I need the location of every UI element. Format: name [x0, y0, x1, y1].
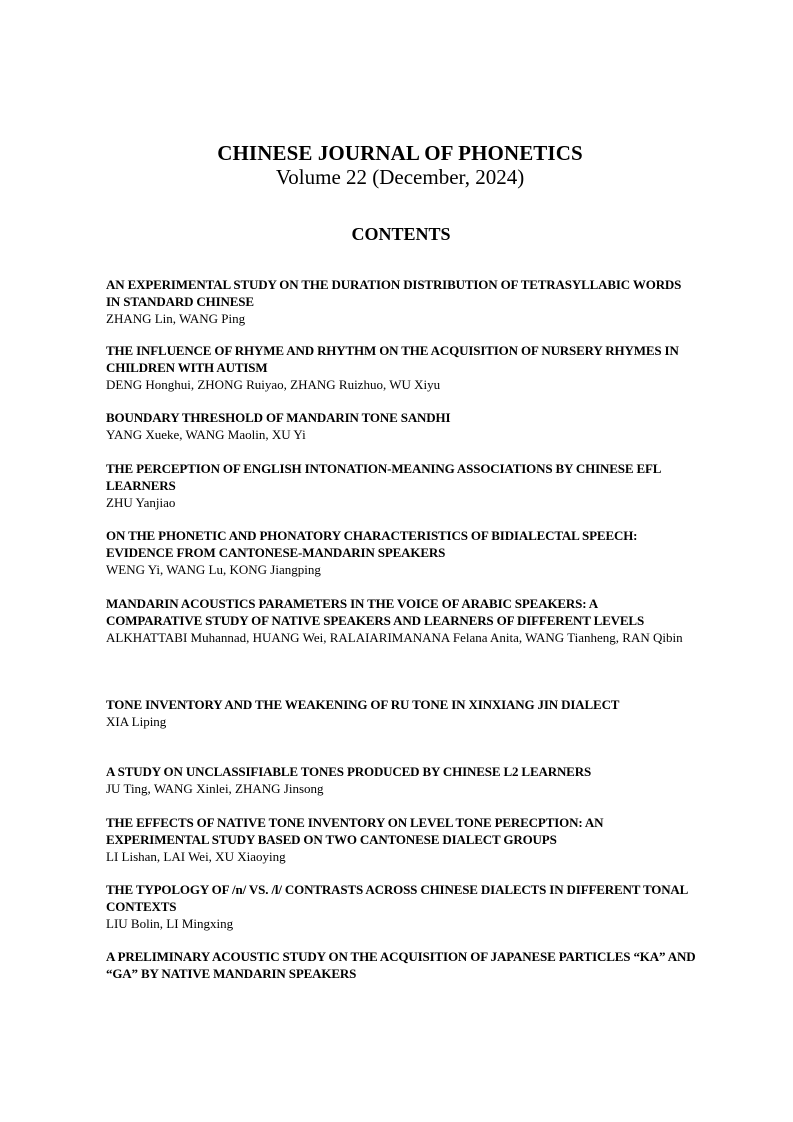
toc-entry-authors: ZHANG Lin, WANG Ping — [106, 310, 246, 326]
toc-entry-title: THE PERCEPTION OF ENGLISH INTONATION-MEANING ASSOCIATIONS BY CHINESE EFL LEARNERS — [106, 461, 661, 493]
toc-entry-authors: WENG Yi, WANG Lu, KONG Jiangping — [106, 561, 321, 577]
toc-entry-authors: JU Ting, WANG Xinlei, ZHANG Jinsong — [106, 780, 324, 796]
toc-entry-title: MANDARIN ACOUSTICS PARAMETERS IN THE VOICE OF ARABIC SPEAKERS: A COMPARATIVE STUDY OF NATIVE SPEAKERS AND LEARNERS OF DIFFERENT LEVELS — [106, 596, 645, 628]
toc-entry — [106, 410, 696, 444]
toc-entry — [106, 815, 696, 865]
journal-title: CHINESE JOURNAL OF PHONETICS — [217, 141, 583, 165]
toc-entry — [106, 764, 696, 798]
toc-entry — [106, 697, 696, 731]
toc-entry-authors: LIU Bolin, LI Mingxing — [106, 915, 234, 931]
toc-entry-title: THE EFFECTS OF NATIVE TONE INVENTORY ON LEVEL TONE PERECPTION: AN EXPERIMENTAL STUDY BASED ON TWO CANTONESE DIALECT GROUPS — [106, 815, 604, 847]
toc-entry-authors: YANG Xueke, WANG Maolin, XU Yi — [106, 426, 306, 442]
toc-entry — [106, 949, 696, 983]
toc-entry-title: BOUNDARY THRESHOLD OF MANDARIN TONE SANDHI — [106, 410, 451, 425]
toc-entry-title: AN EXPERIMENTAL STUDY ON THE DURATION DISTRIBUTION OF TETRASYLLABIC WORDS IN STANDARD CHINESE — [106, 277, 682, 309]
toc-entry-authors: ALKHATTABI Muhannad, HUANG Wei, RALAIARIMANANA Felana Anita, WANG Tianheng, RAN Qibin — [106, 629, 683, 645]
toc-entry-title: TONE INVENTORY AND THE WEAKENING OF RU TONE IN XINXIANG JIN DIALECT — [106, 697, 620, 712]
toc-entry-title: THE INFLUENCE OF RHYME AND RHYTHM ON THE ACQUISITION OF NURSERY RHYMES IN CHILDREN WITH AUTISM — [106, 343, 679, 375]
toc-entry-authors: ZHU Yanjiao — [106, 494, 176, 510]
toc-entry — [106, 596, 696, 646]
toc-entry-title: ON THE PHONETIC AND PHONATORY CHARACTERISTICS OF BIDIALECTAL SPEECH: EVIDENCE FROM CANTONESE-MANDARIN SPEAKERS — [106, 528, 638, 560]
toc-entry-title: A STUDY ON UNCLASSIFIABLE TONES PRODUCED BY CHINESE L2 LEARNERS — [106, 764, 592, 779]
volume-line: Volume 22 (December, 2024) — [275, 165, 525, 189]
journal-header — [0, 141, 793, 190]
toc-entry-authors: DENG Honghui, ZHONG Ruiyao, ZHANG Ruizhuo, WU Xiyu — [106, 376, 441, 392]
toc-entry-authors: LI Lishan, LAI Wei, XU Xiaoying — [106, 848, 286, 864]
toc-entry-title: THE TYPOLOGY OF /n/ VS. /l/ CONTRASTS ACROSS CHINESE DIALECTS IN DIFFERENT TONAL CONTEXTS — [106, 882, 688, 914]
toc-entry — [106, 343, 696, 393]
toc-entry-authors: XIA Liping — [106, 713, 167, 729]
toc-entry-title: A PRELIMINARY ACOUSTIC STUDY ON THE ACQUISITION OF JAPANESE PARTICLES “KA” AND “GA” BY NATIVE MANDARIN SPEAKERS — [106, 949, 696, 981]
toc-entry — [106, 461, 696, 511]
toc-entry — [106, 277, 696, 327]
toc-entry — [106, 882, 696, 932]
toc-entry — [106, 528, 696, 578]
contents-heading: CONTENTS — [351, 224, 451, 244]
